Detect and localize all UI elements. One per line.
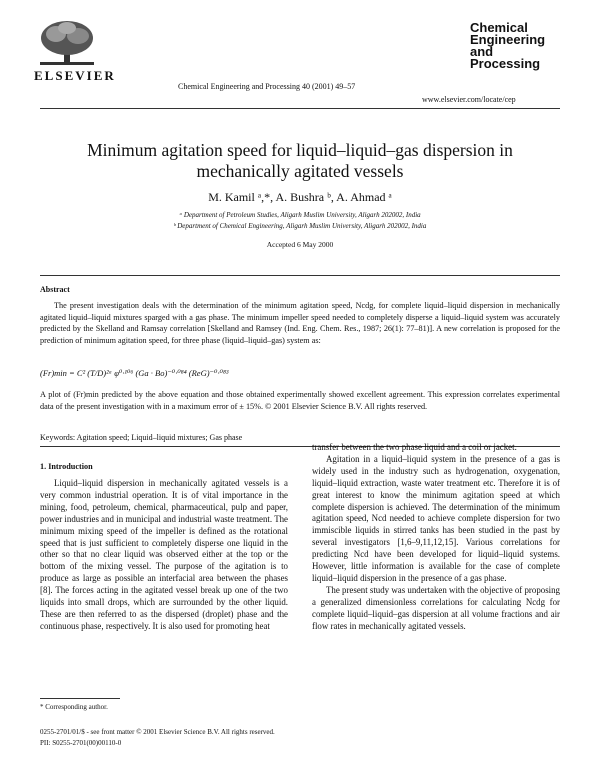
elsevier-tree-logo <box>36 18 98 66</box>
journal-logo <box>470 22 562 70</box>
journal-logo-line: Chemical <box>470 20 528 35</box>
accepted-date: Accepted 6 May 2000 <box>266 240 334 249</box>
left-column <box>40 478 288 633</box>
journal-url[interactable]: www.elsevier.com/locate/cep <box>422 95 516 104</box>
affiliation-a: ᵃ Department of Petroleum Studies, Aligarh Muslim University, Aligarh 202002, India <box>179 211 421 219</box>
journal-reference: Chemical Engineering and Processing 40 (2001) 49–57 <box>178 82 356 91</box>
journal-logo-line: Processing <box>470 56 541 71</box>
abstract-paragraph-2: A plot of (Fr)min predicted by the above equation and those obtained experimentally showed excellent agreement. This expression correlates experimental data of the present investigation with in a maximum error of ± 15%. © 2001 Elsevier Science B.V. All rights reserved. <box>40 390 560 411</box>
abstract-paragraph-1: The present investigation deals with the determination of the minimum agitation speed, Ncdg, for complete liquid–liquid dispersion in mechanically agitated liquid–liquid mixtures sparged with a gas phase. The minimum impeller speed needed to completely disperse a liquid–liquid system was accurately predicted by the Skelland and Ramsay correlation [Skelland and Ramsey (Ind. Eng. Chem. Res., 1987; 26(1): 77–81)]. A new correlation is proposed for the prediction of minimum agitation speed, for three phase (liquid–liquid–gas) system as: <box>40 301 560 345</box>
abstract-heading: Abstract <box>40 285 70 294</box>
header-divider <box>40 108 560 109</box>
journal-logo-line: and <box>470 44 494 59</box>
footnote: * Corresponding author. <box>40 703 108 711</box>
paragraph: transfer between the two phase liquid and a coil or jacket. <box>312 442 517 452</box>
publisher-name: ELSEVIER <box>34 68 116 83</box>
section-heading: 1. Introduction <box>40 462 93 471</box>
title-line-2: mechanically agitated vessels <box>196 161 404 181</box>
pii-line: PII: S0255-2701(00)00110-0 <box>40 739 122 747</box>
journal-logo-line: Engineering <box>470 32 546 47</box>
paragraph: Agitation in a liquid–liquid system in the presence of a gas is widely used in the industry such as hydrogenation, oxygenation, liquid–liquid extraction, waste water treatment etc. Therefore it is of great interest to know the minimum agitation speed at which complete dispersion is achieved. The determination of the minimum agitation speed, Ncd needed to achieve complete dispersion for two immiscible liquids in stirred tanks has been studied in the past by several investigators [1,6–9,11,12,15]. Various correlations for predicting Ncd have been developed for liquid–liquid systems. However, little information is available for the case of complete liquid–liquid dispersion in the presence of a gas phase. <box>312 453 560 583</box>
authors: M. Kamil ᵃ,*, A. Bushra ᵇ, A. Ahmad ᵃ <box>208 190 392 204</box>
affiliation-b: ᵇ Department of Chemical Engineering, Aligarh Muslim University, Aligarh 202002, India <box>173 222 427 230</box>
abstract-divider <box>40 275 560 276</box>
right-column <box>312 442 560 633</box>
paragraph: The present study was undertaken with the objective of proposing a generalized dimensionless correlations for calculating Ncdg for complete liquid–liquid–gas dispersion at all volume fractions and air flow rates in mechanically agitated vessels. <box>312 584 560 631</box>
title-line-1: Minimum agitation speed for liquid–liquid–gas dispersion in <box>87 140 513 160</box>
issn-line: 0255-2701/01/$ - see front matter © 2001 Elsevier Science B.V. All rights reserved. <box>40 728 275 736</box>
keywords: Keywords: Agitation speed; Liquid–liquid mixtures; Gas phase <box>40 433 243 442</box>
paper-title <box>40 140 560 182</box>
footnote-rule <box>40 698 120 699</box>
paragraph: Liquid–liquid dispersion in mechanically agitated vessels is a very common industrial operation. It is of vital importance in the mining, food, petroleum, chemical, pharmaceutical, pulp and paper, power industries and in municipal and industrial waste treatment. The minimum mixing speed of the impeller is defined as the rotational speed that is just sufficient to completely disperse one liquid in the other so that no clear liquid was observed either at the top or the bottom of the mixing vessel. The purpose of the agitation is to produce as large as possible an interfacial area between the phases [8]. The forces acting in the agitated vessel break up one of the two liquids into small drops, which are surrounded by the other liquid. These are then referred to as the dispersed (droplet) phase and the continuous phase, respectively. It is also used for promoting heat <box>40 478 288 631</box>
equation: (Fr)min = C² (T/D)²ᵃ φ⁰·¹⁰⁶ (Ga · Bo)⁻⁰·⁰⁸⁴ (ReG)⁻⁰·⁰⁸³ <box>40 368 229 378</box>
